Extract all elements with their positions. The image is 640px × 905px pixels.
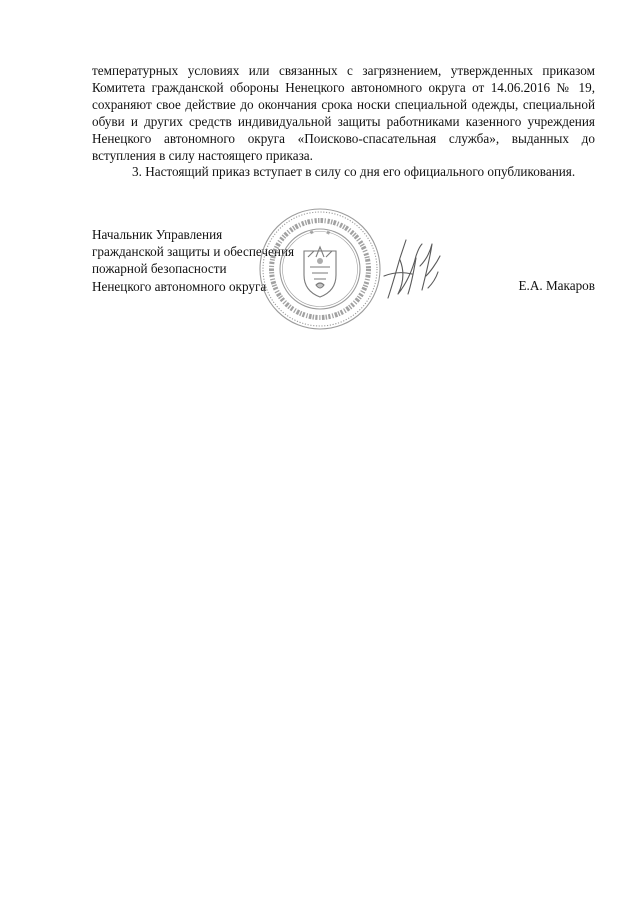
paragraph-line: сохраняют свое действие до окончания срока носки специальной одежды, bbox=[92, 96, 519, 112]
position-line: пожарной безопасности bbox=[92, 261, 227, 277]
paragraph-line: казенного учреждения Ненецкого автономного округа «Поисково-спасательная bbox=[92, 113, 595, 146]
position-line: Ненецкого автономного округа bbox=[92, 278, 267, 294]
paragraph-continued bbox=[92, 63, 595, 164]
paragraph-line: служба», выданных до вступления в силу настоящего приказа. bbox=[92, 130, 595, 163]
signer-name: Е.А. Макаров bbox=[518, 278, 595, 293]
handwritten-signature-icon bbox=[382, 236, 446, 304]
official-seal-icon bbox=[258, 207, 382, 331]
paragraph-3: 3. Настоящий приказ вступает в силу со дня его официального опубликования. bbox=[132, 164, 576, 180]
document-body bbox=[92, 63, 595, 181]
position-line: Начальник Управления bbox=[92, 227, 223, 242]
position-line: гражданской защиты и обеспечения bbox=[92, 244, 295, 260]
paragraph-line: температурных условиях или связанных с загрязнением, утвержденных приказом bbox=[92, 63, 595, 78]
paragraph-line: Комитета гражданской обороны Ненецкого автономного округа от 14.06.2016 № 19, bbox=[92, 79, 595, 95]
paragraph-line: специальной обуви и других средств индивидуальной защиты работниками bbox=[92, 96, 596, 129]
